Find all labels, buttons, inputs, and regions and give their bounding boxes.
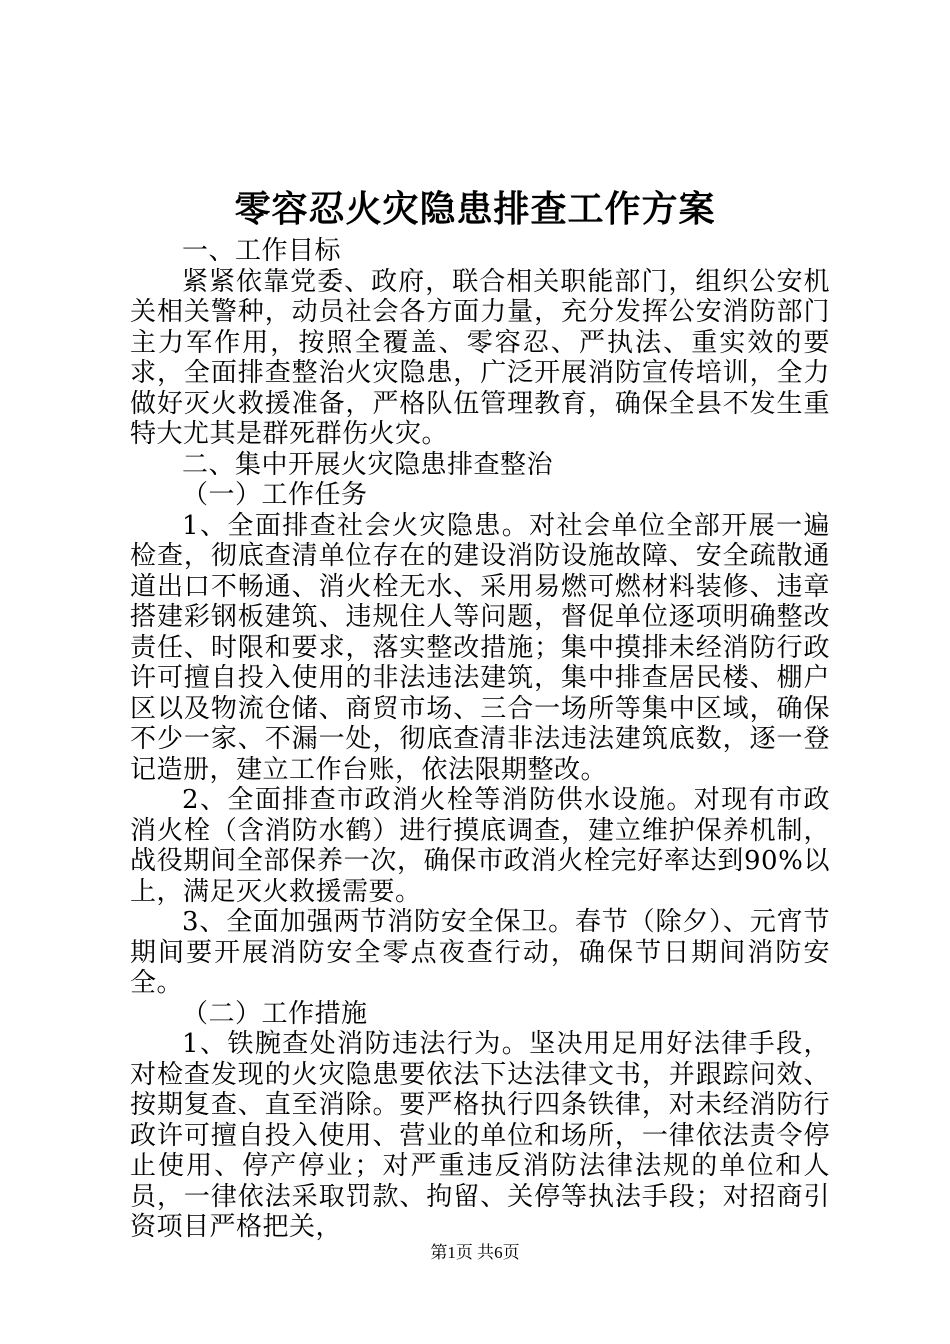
paragraph-task-1: 1、全面排查社会火灾隐患。对社会单位全部开展一遍检查，彻底查清单位存在的建设消防设施故障、安全疏散通道出口不畅通、消火栓无水、采用易燃可燃材料装修、违章搭建彩钢板建筑、违规住人等问题，督促单位逐项明确整改责任、时限和要求，落实整改措施；集中摸排未经消防行政许可擅自投入使用的非法违法建筑，集中排查居民楼、棚户区以及物流仓储、商贸市场、三合一场所等集中区域，确保不少一家、不漏一处，彻底查清非法违法建筑底数，逐一登记造册，建立工作台账，依法限期整改。: [130, 510, 830, 785]
subsection-heading-measures: （二）工作措施: [182, 998, 368, 1029]
paragraph-task-2: 2、全面排查市政消火栓等消防供水设施。对现有市政消火栓（含消防水鹤）进行摸底调查，建立维护保养机制，战役期间全部保养一次，确保市政消火栓完好率达到90%以上，满足灭火救援需要。: [130, 785, 830, 907]
document-body: [130, 236, 830, 1243]
section-heading-goal: 一、工作目标: [182, 236, 342, 266]
paragraph-goal: 紧紧依靠党委、政府，联合相关职能部门，组织公安机关相关警种，动员社会各方面力量，充分发挥公安消防部门主力军作用，按照全覆盖、零容忍、严执法、重实效的要求，全面排查整治火灾隐患，广泛开展消防宣传培训，全力做好灭火救援准备，严格队伍管理教育，确保全县不发生重特大尤其是群死群伤火灾。: [130, 266, 830, 449]
page-number-footer: 第1页 共6页: [430, 1243, 520, 1262]
paragraph-task-3: 3、全面加强两节消防安全保卫。春节（除夕）、元宵节期间要开展消防安全零点夜查行动，确保节日期间消防安全。: [130, 907, 830, 998]
section-heading-inspection: 二、集中开展火灾隐患排查整治: [182, 449, 554, 480]
document-title: 零容忍火灾隐患排查工作方案: [234, 188, 716, 230]
paragraph-measure-1: 1、铁腕查处消防违法行为。坚决用足用好法律手段，对检查发现的火灾隐患要依法下达法律文书，并跟踪问效、按期复查、直至消除。要严格执行四条铁律，对未经消防行政许可擅自投入使用、营业的单位和场所，一律依法责令停止使用、停产停业；对严重违反消防法律法规的单位和人员，一律依法采取罚款、拘留、关停等执法手段；对招商引资项目严格把关，: [130, 1029, 830, 1242]
subsection-heading-tasks: （一）工作任务: [182, 480, 368, 510]
